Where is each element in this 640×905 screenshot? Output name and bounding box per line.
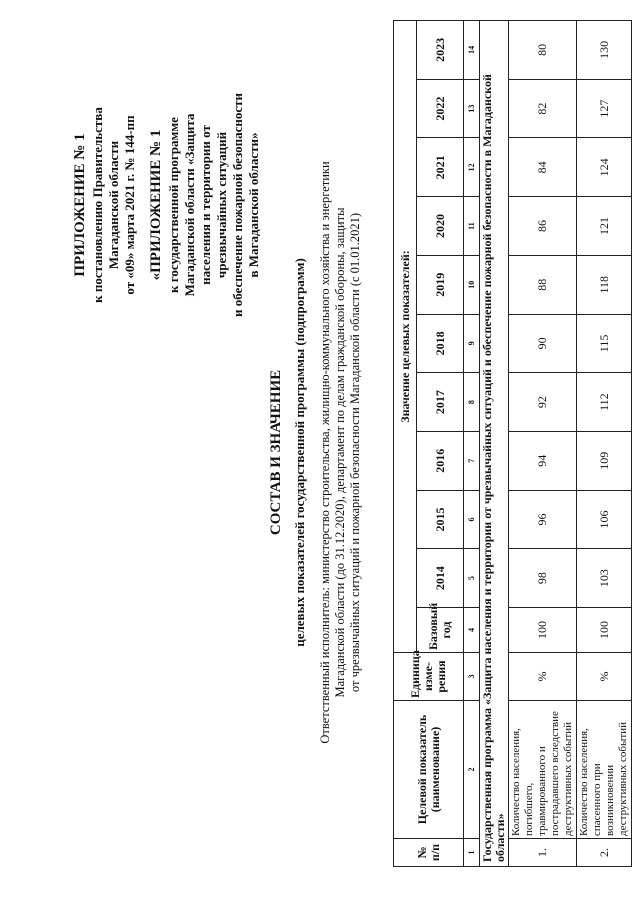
appendix-sub-line: населения и территории от — [198, 125, 213, 285]
table-row — [509, 20, 577, 866]
header-year: 2022 — [417, 79, 464, 138]
appendix-sub-line: в Магаданской области» — [246, 132, 261, 278]
row-value: 112 — [577, 373, 632, 432]
responsible-line: Магаданской области (до 31.12.2020), департамент по делам гражданской обороны, защиты — [333, 207, 347, 698]
indicators-table — [393, 20, 632, 867]
row-indicator: Количество населения, спасенного при возникновении деструктивных событий — [577, 701, 632, 839]
row-value: 88 — [509, 255, 577, 314]
header-year: 2014 — [417, 549, 464, 608]
row-base-value: 100 — [577, 608, 632, 653]
row-value: 86 — [509, 197, 577, 256]
row-value: 124 — [577, 138, 632, 197]
appendix-sub-line: к государственной программе — [166, 117, 181, 293]
appendix-line: Магаданской области — [106, 140, 121, 270]
column-number: 2 — [464, 701, 480, 839]
appendix-sub-title: «ПРИЛОЖЕНИЕ № 1 — [148, 129, 164, 281]
header-year: 2020 — [417, 197, 464, 256]
row-value: 109 — [577, 431, 632, 490]
column-number: 8 — [464, 373, 480, 432]
row-value: 92 — [509, 373, 577, 432]
column-number: 4 — [464, 608, 480, 653]
responsible-line: от чрезвычайных ситуаций и пожарной безопасности Магаданской области (с 01.01.2021) — [348, 212, 362, 693]
row-value: 106 — [577, 490, 632, 549]
header-values-group: Значение целевых показателей: — [394, 20, 417, 652]
row-value: 84 — [509, 138, 577, 197]
appendix-line: к постановлению Правительства — [90, 107, 105, 303]
header-year: 2018 — [417, 314, 464, 373]
program-row: Государственная программа «Защита населения и территории от чрезвычайных ситуаций и обеспечение пожарной безопасности в Магаданской области» — [480, 20, 509, 866]
header-indicator: Целевой показатель (наименование) — [394, 701, 464, 839]
row-value: 115 — [577, 314, 632, 373]
row-value: 80 — [509, 20, 577, 79]
column-number: 13 — [464, 79, 480, 138]
appendix-block — [72, 50, 262, 360]
appendix-sub-line: Магаданской области «Защита — [182, 113, 197, 297]
column-number: 11 — [464, 197, 480, 256]
row-value: 130 — [577, 20, 632, 79]
column-number: 14 — [464, 20, 480, 79]
responsible-executor — [318, 60, 363, 845]
header-year: 2019 — [417, 255, 464, 314]
column-number: 3 — [464, 653, 480, 701]
row-value: 98 — [509, 549, 577, 608]
row-value: 94 — [509, 431, 577, 490]
column-number: 5 — [464, 549, 480, 608]
row-num: 2. — [577, 839, 632, 867]
row-value: 103 — [577, 549, 632, 608]
header-year: 2023 — [417, 20, 464, 79]
appendix-title: ПРИЛОЖЕНИЕ № 1 — [72, 133, 88, 277]
row-value: 118 — [577, 255, 632, 314]
column-number: 12 — [464, 138, 480, 197]
appendix-sub-line: и обеспечение пожарной безопасности — [230, 93, 245, 318]
header-unit: Единица изме-рения — [394, 653, 464, 701]
document-title: СОСТАВ И ЗНАЧЕНИЕ — [268, 369, 284, 536]
header-year: 2016 — [417, 431, 464, 490]
header-base-year: Базовый год — [417, 608, 464, 653]
column-number: 10 — [464, 255, 480, 314]
row-unit: % — [577, 653, 632, 701]
header-year: 2021 — [417, 138, 464, 197]
document-subtitle: целевых показателей государственной программы (подпрограмм) — [292, 258, 307, 647]
table-row — [577, 20, 632, 866]
row-value: 96 — [509, 490, 577, 549]
row-unit: % — [509, 653, 577, 701]
row-value: 82 — [509, 79, 577, 138]
row-indicator: Количество населения, погибшего, травмированного и пострадавшего вследствие деструктивных событий — [509, 701, 577, 839]
row-num: 1. — [509, 839, 577, 867]
responsible-line: Ответственный исполнитель: министерство строительства, жилищно-коммунального хозяйства и энергетики — [318, 161, 332, 744]
column-number: 1 — [464, 839, 480, 867]
column-number: 7 — [464, 431, 480, 490]
header-year: 2015 — [417, 490, 464, 549]
row-value: 90 — [509, 314, 577, 373]
column-number: 6 — [464, 490, 480, 549]
column-number: 9 — [464, 314, 480, 373]
row-value: 127 — [577, 79, 632, 138]
header-num: № п/п — [394, 839, 464, 867]
header-year: 2017 — [417, 373, 464, 432]
appendix-line: от «09» марта 2021 г. № 144-пп — [122, 115, 137, 295]
appendix-sub-line: чрезвычайных ситуаций — [214, 131, 229, 279]
row-base-value: 100 — [509, 608, 577, 653]
row-value: 121 — [577, 197, 632, 256]
